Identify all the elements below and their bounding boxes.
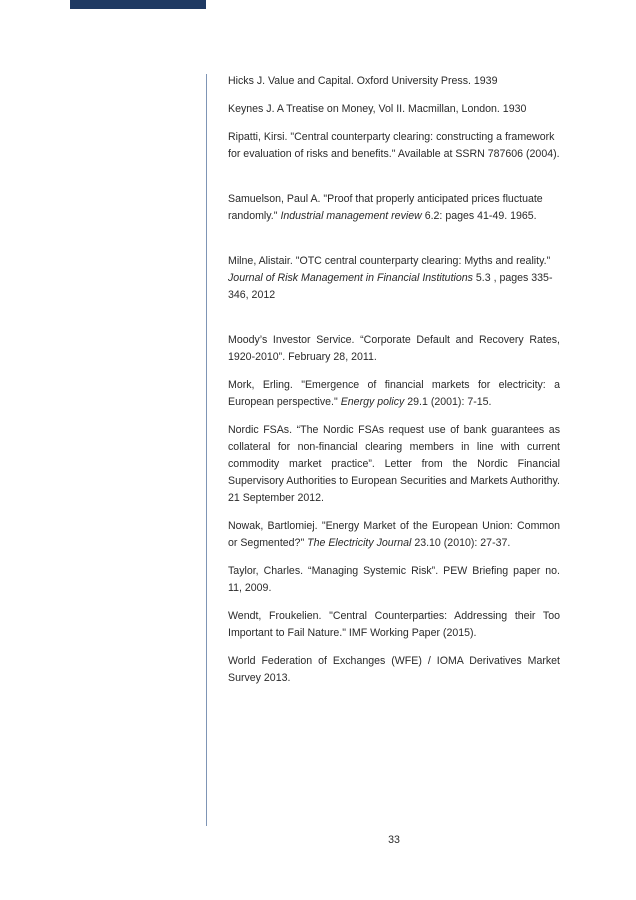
reference-text: 6.2: pages 41-49. 1965.: [421, 210, 537, 222]
reference-item: [228, 191, 560, 225]
reference-text: Taylor, Charles. “Managing Systemic Risk”. PEW Briefing paper no. 11, 2009.: [228, 565, 560, 594]
reference-item: [228, 608, 560, 642]
reference-item: [228, 422, 560, 507]
journal-title: Industrial management review: [280, 210, 422, 222]
reference-text: 23.10 (2010): 27-37.: [411, 537, 511, 549]
header-accent-bar: [70, 0, 206, 9]
reference-text: Ripatti, Kirsi. "Central counterparty clearing: constructing a framework for evaluation of risks and benefits." Available at SSRN 787606 (2004).: [228, 131, 560, 160]
reference-text: Nowak, Bartlomiej. "Energy Market of the European Union: Common or Segmented?": [228, 520, 560, 549]
reference-list: [228, 73, 560, 687]
journal-title: Energy policy: [340, 396, 405, 408]
reference-item: [228, 653, 560, 687]
reference-text: Nordic FSAs. “The Nordic FSAs request use of bank guarantees as collateral for non-financial clearing members in line with current commodity market practice”. Letter from the Nordic Financial Supervisory Authorities to European Securities and Markets Authorithy. 21 September 2012.: [228, 424, 560, 504]
reference-item: [228, 377, 560, 411]
reference-text: Milne, Alistair. "OTC central counterparty clearing: Myths and reality.": [228, 255, 551, 267]
reference-text: Samuelson, Paul A. "Proof that properly anticipated prices fluctuate randomly.": [228, 193, 543, 222]
reference-item: [228, 73, 560, 90]
reference-text: 29.1 (2001): 7-15.: [404, 396, 492, 408]
reference-text: 5.3 , pages 335-346, 2012: [228, 272, 553, 301]
reference-item: [228, 253, 560, 304]
reference-item: [228, 332, 560, 366]
journal-title: The Electricity Journal: [307, 537, 412, 549]
reference-item: [228, 101, 560, 118]
reference-text: Keynes J. A Treatise on Money, Vol II. Macmillan, London. 1930: [228, 103, 527, 115]
reference-item: [228, 518, 560, 552]
reference-text: Wendt, Froukelien. "Central Counterparties: Addressing their Too Important to Fail Nature." IMF Working Paper (2015).: [228, 610, 560, 639]
reference-text: Hicks J. Value and Capital. Oxford University Press. 1939: [228, 75, 498, 87]
reference-item: [228, 563, 560, 597]
reference-item: [228, 129, 560, 163]
journal-title: Journal of Risk Management in Financial Institutions: [228, 272, 473, 284]
margin-rule: [206, 74, 207, 826]
reference-text: Mork, Erling. "Emergence of financial markets for electricity: a European perspective.": [228, 379, 560, 408]
reference-text: Moody’s Investor Service. “Corporate Default and Recovery Rates, 1920-2010”. February 28, 2011.: [228, 334, 560, 363]
page-number: 33: [388, 834, 400, 846]
reference-text: World Federation of Exchanges (WFE) / IOMA Derivatives Market Survey 2013.: [228, 655, 560, 684]
